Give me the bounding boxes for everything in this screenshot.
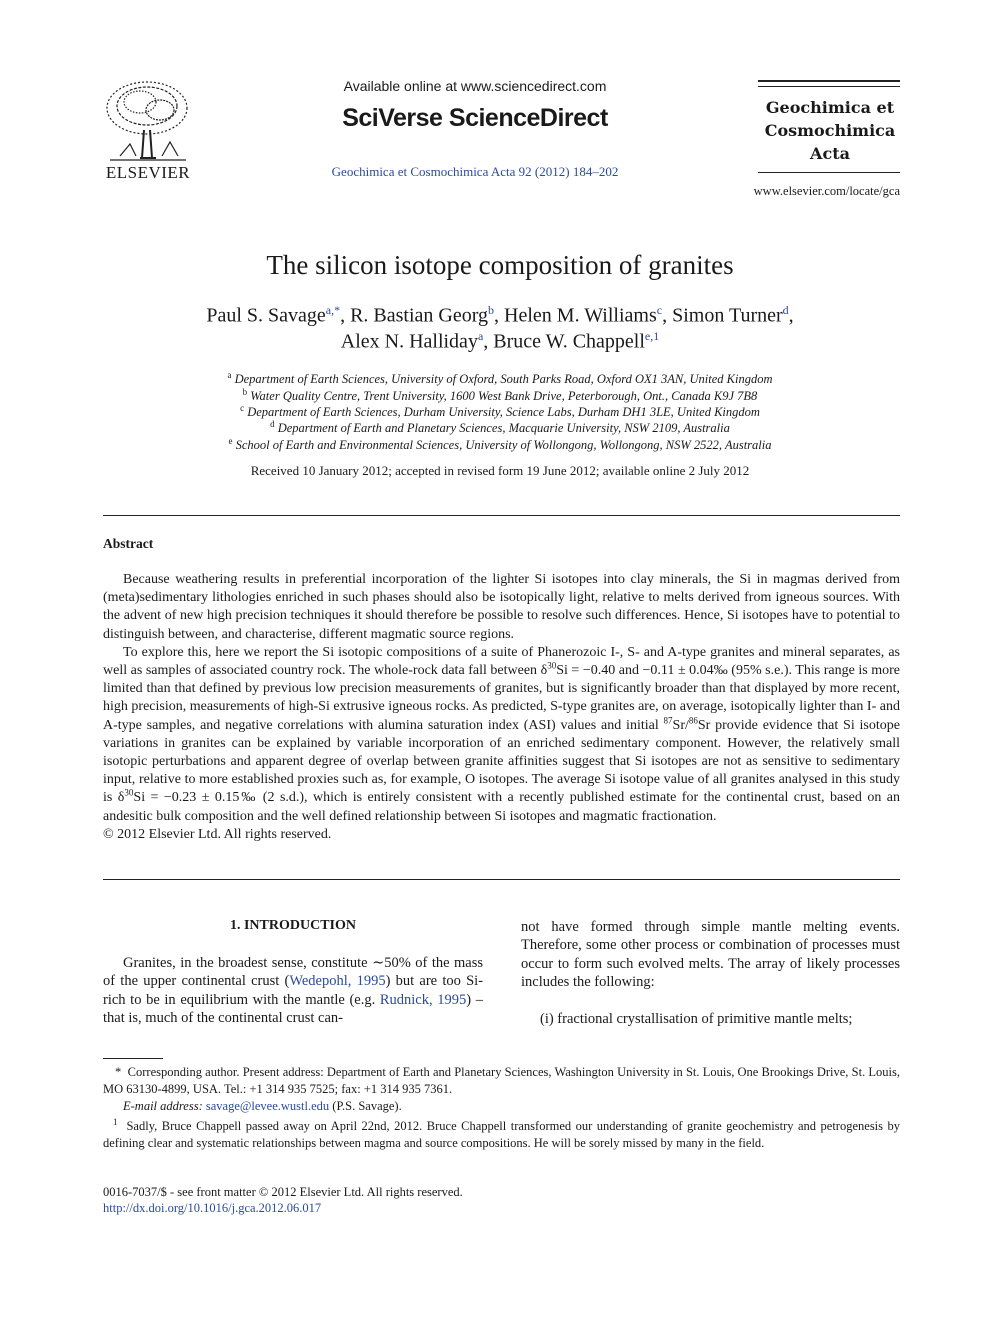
journal-title-line: Acta — [810, 144, 850, 163]
author-separator: , — [788, 304, 794, 327]
journal-title-rule-top — [758, 80, 900, 82]
abstract-paragraph: Because weathering results in preferential incorporation of the lighter Si isotopes into clay minerals, the Si in magmas derived from (meta)sedimentary lithologies enriched in such phases should also be isotopically light, relative to melts derived from igneous sources. With the advent of new high precision techniques it should therefore be possible to resolve such differences. Hence, Si isotopes have to potential to distinguish between, and characterise, different magmatic source regions. — [103, 572, 900, 642]
authors-line-1 — [100, 303, 900, 328]
authors-line-2 — [100, 329, 900, 354]
journal-title-rule-bottom — [758, 172, 900, 173]
affiliation-text: Department of Earth Sciences, University of Oxford, South Parks Road, Oxford OX1 3AN, United Kingdom — [234, 372, 773, 387]
author-name: Simon Turner — [672, 304, 783, 327]
article-title: The silicon isotope composition of granites — [266, 250, 734, 280]
affiliation-key: e — [228, 436, 233, 446]
affiliation-text: School of Earth and Environmental Sciences, University of Wollongong, Wollongong, NSW 2522, Australia — [235, 438, 772, 453]
affiliation-text: Water Quality Centre, Trent University, 1600 West Bank Drive, Peterborough, Ont., Canada K9J 7B8 — [250, 389, 758, 404]
journal-url: www.elsevier.com/locate/gca — [753, 184, 900, 198]
abstract-rule-bottom — [103, 879, 900, 880]
abstract-text: To explore this, here we report the Si isotopic compositions of a suite of Phanerozoic I-, S- and A-type granites and mineral separates, as well as samples of associated country rock. The whole-rock data fall between δ — [103, 644, 900, 679]
journal-title — [750, 96, 910, 165]
abstract-heading: Abstract — [103, 536, 154, 551]
abstract-text: Sr/ — [672, 717, 689, 733]
affiliation — [100, 419, 900, 436]
abstract-text: Sr provide evidence that Si isotope variations in granites can be explained by variable incorporation of an enriched sedimentary component. However, the relatively small isotopic perturbations and apparent degree of overlap between granite affinities suggest that Si isotopes are not as sensitive to sedimentary input, relative to more established proxies such as, for example, O isotopes. The average Si isotope value of all granites analysed in this study is δ — [103, 717, 900, 806]
author-affil-link[interactable]: a,* — [325, 303, 341, 317]
email-owner: (P.S. Savage). — [332, 1099, 402, 1113]
body-text: ) – that is, much of the continental crust can- — [103, 991, 483, 1027]
abstract-rule-top — [103, 515, 900, 516]
intro-column-right: not have formed through simple mantle melting events. Therefore, some other process or combination of processes must occur to form such evolved melts. The array of likely processes includes the following: — [521, 919, 900, 991]
author-name: R. Bastian Georg — [350, 304, 489, 327]
author-name: Helen M. Williams — [504, 304, 657, 327]
journal-title-rule-top-thin — [758, 86, 900, 87]
author-name: Alex N. Halliday — [340, 330, 478, 353]
affiliation-key: b — [242, 387, 248, 397]
available-online-text: Available online at www.sciencedirect.com — [343, 78, 607, 94]
reference-link[interactable]: Wedepohl, 1995 — [289, 973, 386, 990]
author-affil-link[interactable]: d — [782, 303, 789, 317]
affiliation-key: d — [270, 419, 275, 429]
footnote-email — [103, 1098, 900, 1115]
footnote-text: Corresponding author. Present address: Department of Earth and Planetary Sciences, Washington University in St. Louis, One Brookings Drive, St. Louis, MO 63130-4899, USA. Tel.: +1 314 935 7525; fax: +1 314 935 7361. — [103, 1065, 900, 1096]
affiliation-text: Department of Earth and Planetary Sciences, Macquarie University, NSW 2109, Australia — [277, 421, 730, 436]
superscript: 30 — [124, 787, 134, 798]
body-text: Granites, in the broadest sense, constitute ∼50% of the mass of the upper continental crust ( — [103, 955, 483, 990]
email-label: E-mail address: — [123, 1099, 203, 1113]
footnote-1 — [103, 1114, 900, 1152]
journal-title-line: Geochimica et — [765, 98, 895, 117]
author-affil-link[interactable]: a — [477, 329, 484, 343]
abstract-body — [103, 571, 900, 844]
footnote-mark: 1 — [113, 1117, 118, 1127]
superscript: 86 — [688, 714, 698, 725]
issn-line: 0016-7037/$ - see front matter © 2012 Elsevier Ltd. All rights reserved. — [103, 1185, 463, 1199]
abstract-paragraph — [103, 644, 900, 826]
affiliation — [100, 436, 900, 453]
affiliation — [100, 387, 900, 404]
author-separator: , — [483, 330, 494, 353]
author-affil-link[interactable]: e,1 — [644, 329, 660, 343]
journal-title-line: Cosmochimica — [764, 121, 896, 140]
author-separator: , — [340, 304, 351, 327]
received-dates: Received 10 January 2012; accepted in revised form 19 June 2012; available online 2 July 2012 — [250, 463, 750, 478]
affiliation — [100, 370, 900, 387]
reference-link[interactable]: Rudnick, 1995 — [379, 991, 467, 1008]
affiliation — [100, 403, 900, 420]
author-name: Paul S. Savage — [206, 304, 326, 327]
footnote-mark: * — [115, 1065, 122, 1079]
journal-citation-link[interactable]: Geochimica et Cosmochimica Acta 92 (2012) 184–202 — [331, 164, 619, 179]
affiliation-key: c — [240, 403, 245, 413]
author-separator: , — [494, 304, 505, 327]
doi-link[interactable]: http://dx.doi.org/10.1016/j.gca.2012.06.017 — [103, 1201, 322, 1215]
superscript: 87 — [663, 714, 673, 725]
copyright-line: © 2012 Elsevier Ltd. All rights reserved. — [103, 826, 332, 842]
abstract-text: Si = −0.40 and −0.11 ± 0.04‰ (95% s.e.). This range is more limited than that defined by previous low precision measurements of granites, but is significantly broader than that displayed by more recent, high precision, measurements of high-Si extrusive igneous rocks. As predicted, S-type granites are, on average, isotopically lighter than I- and A-type samples, and negative correlations with alumina saturation index (ASI) values and initial — [103, 663, 900, 733]
email-link[interactable]: savage@levee.wustl.edu — [205, 1099, 330, 1113]
publisher-wordmark: ELSEVIER — [105, 163, 191, 182]
superscript: 30 — [547, 660, 557, 671]
section-heading-introduction: 1. INTRODUCTION — [229, 918, 356, 933]
affiliation-text: Department of Earth Sciences, Durham University, Science Labs, Durham DH1 3LE, United Kingdom — [247, 405, 760, 420]
affiliation-key: a — [227, 370, 232, 380]
intro-column-left — [103, 954, 483, 1028]
body-text: ) but are too Si-rich to be in equilibrium with the mantle (e.g. — [103, 973, 484, 1008]
author-affil-link[interactable]: c — [656, 303, 663, 317]
author-separator: , — [662, 304, 673, 327]
tree-icon — [100, 78, 195, 163]
abstract-text: Si = −0.23 ± 0.15‰ (2 s.d.), which is entirely consistent with a recently published estimate for the continental crust, based on an andesitic bulk composition and the well defined relationship between Si isotopes and magmatic fractionation. — [103, 790, 901, 824]
footnote-rule — [103, 1058, 163, 1059]
footnote-corresponding-author — [103, 1064, 900, 1098]
author-affil-link[interactable]: b — [488, 303, 495, 317]
list-item: (i) fractional crystallisation of primitive mantle melts; — [540, 1011, 853, 1027]
sciencedirect-brand: SciVerse ScienceDirect — [342, 104, 608, 132]
footnote-text: Sadly, Bruce Chappell passed away on April 22nd, 2012. Bruce Chappell transformed our understanding of granite geochemistry and petrogenesis by defining clear and systematic relationships between magma and source compositions. He will be sorely missed by many in the field. — [103, 1119, 901, 1150]
author-name: Bruce W. Chappell — [493, 330, 645, 353]
